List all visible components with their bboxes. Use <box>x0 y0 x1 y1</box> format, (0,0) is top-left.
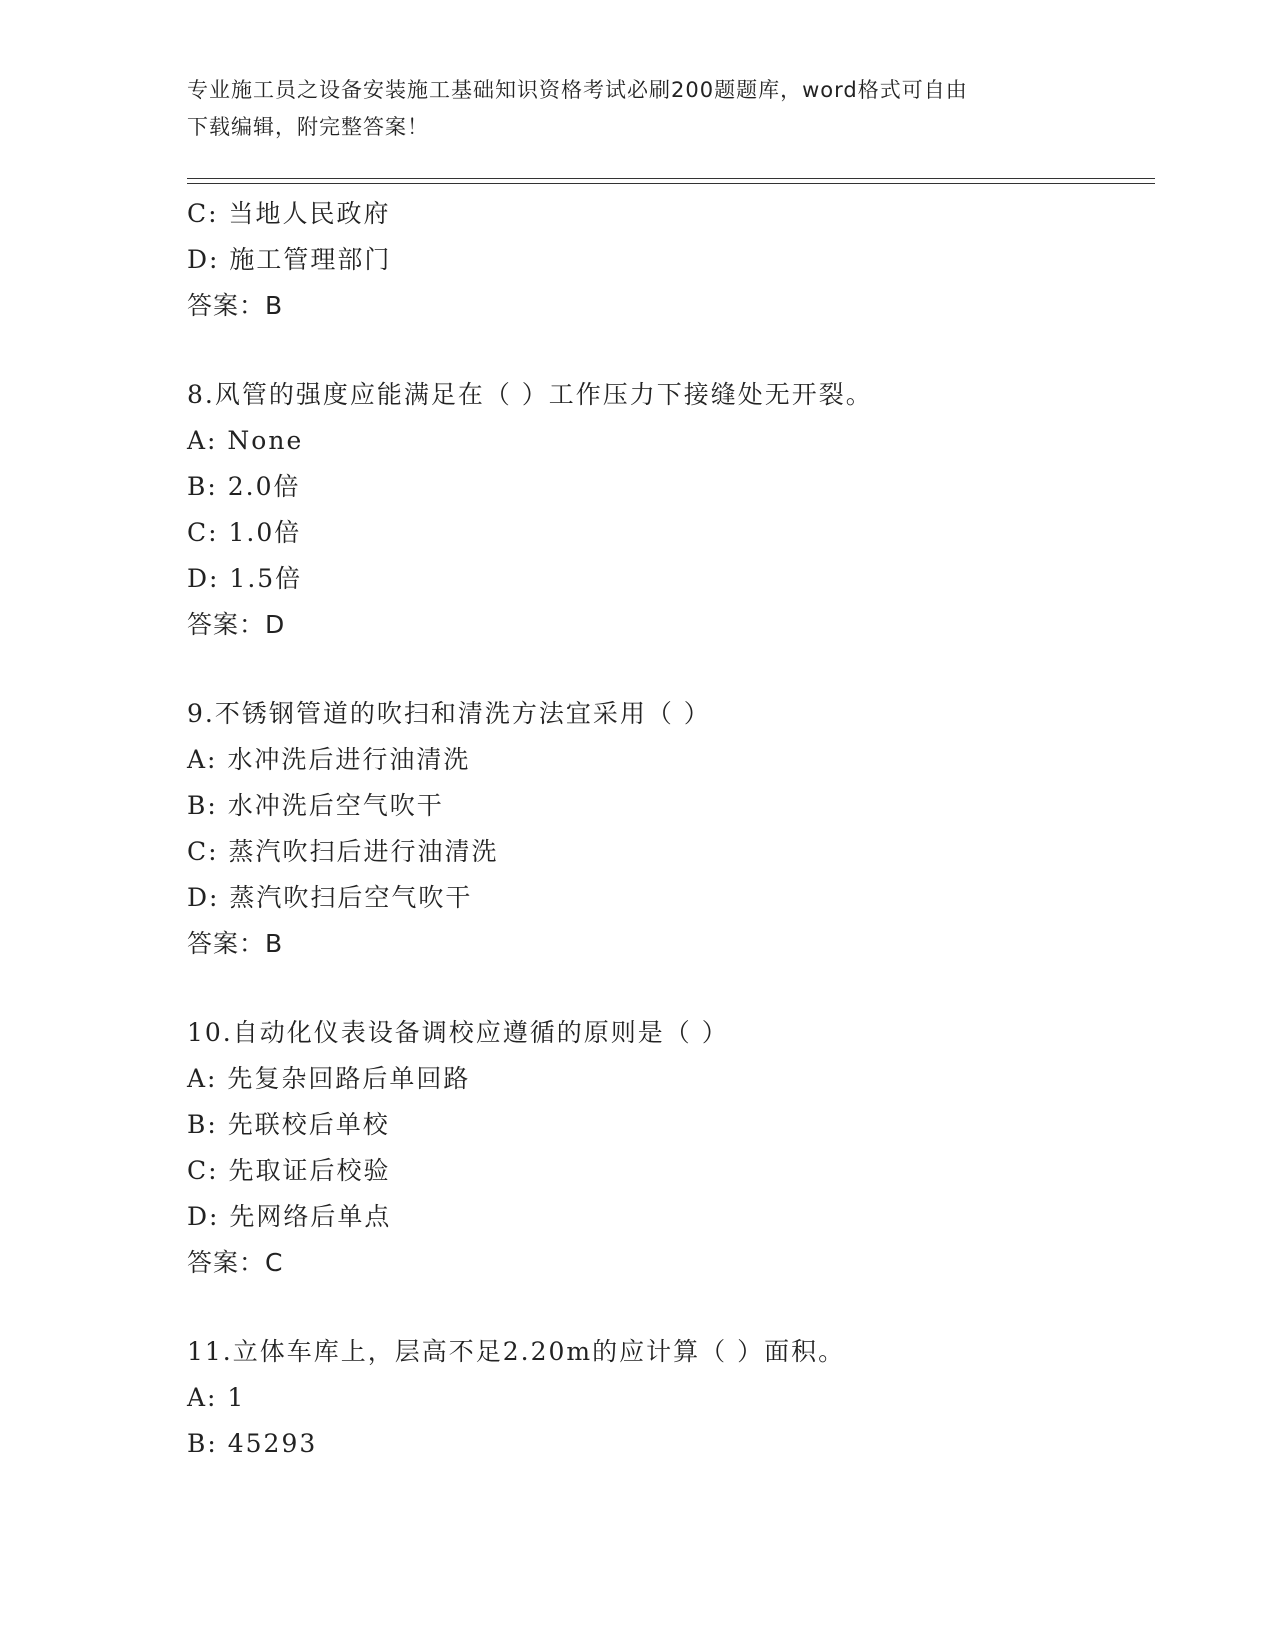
option-d: D: 先网络后单点 <box>187 1202 392 1231</box>
option-c: C: 当地人民政府 <box>187 199 391 228</box>
header-divider-bottom <box>187 183 1155 184</box>
answer-line: 答案：D <box>187 610 286 639</box>
question-list <box>187 191 1147 1467</box>
option-b: B: 水冲洗后空气吹干 <box>187 791 444 820</box>
answer-line: 答案：B <box>187 929 284 958</box>
option-a: A: 水冲洗后进行油清洗 <box>187 745 471 774</box>
question-stem: 11.立体车库上，层高不足2.20m的应计算（ ）面积。 <box>187 1337 846 1366</box>
header-line-2: 下载编辑，附完整答案！ <box>187 115 429 139</box>
question-stem: 10.自动化仪表设备调校应遵循的原则是（ ） <box>187 1018 729 1047</box>
option-b: B: 先联校后单校 <box>187 1110 390 1139</box>
option-b: B: 2.0倍 <box>187 472 301 501</box>
option-c: C: 蒸汽吹扫后进行油清洗 <box>187 837 499 866</box>
option-a: A: None <box>187 426 304 455</box>
answer-line: 答案：C <box>187 1248 284 1277</box>
option-d: D: 蒸汽吹扫后空气吹干 <box>187 883 473 912</box>
document-header <box>187 72 1067 146</box>
answer-line: 答案：B <box>187 291 284 320</box>
option-c: C: 先取证后校验 <box>187 1156 391 1185</box>
option-a: A: 1 <box>187 1383 246 1412</box>
option-a: A: 先复杂回路后单回路 <box>187 1064 471 1093</box>
option-c: C: 1.0倍 <box>187 518 302 547</box>
option-d: D: 施工管理部门 <box>187 245 392 274</box>
question-stem: 9.不锈钢管道的吹扫和清洗方法宜采用（ ） <box>187 699 711 728</box>
header-line-1: 专业施工员之设备安装施工基础知识资格考试必刷200题题库，word格式可自由 <box>187 78 968 102</box>
option-b: B: 45293 <box>187 1429 318 1458</box>
question-stem: 8.风管的强度应能满足在（ ）工作压力下接缝处无开裂。 <box>187 380 873 409</box>
option-d: D: 1.5倍 <box>187 564 303 593</box>
header-divider-top <box>187 178 1155 179</box>
